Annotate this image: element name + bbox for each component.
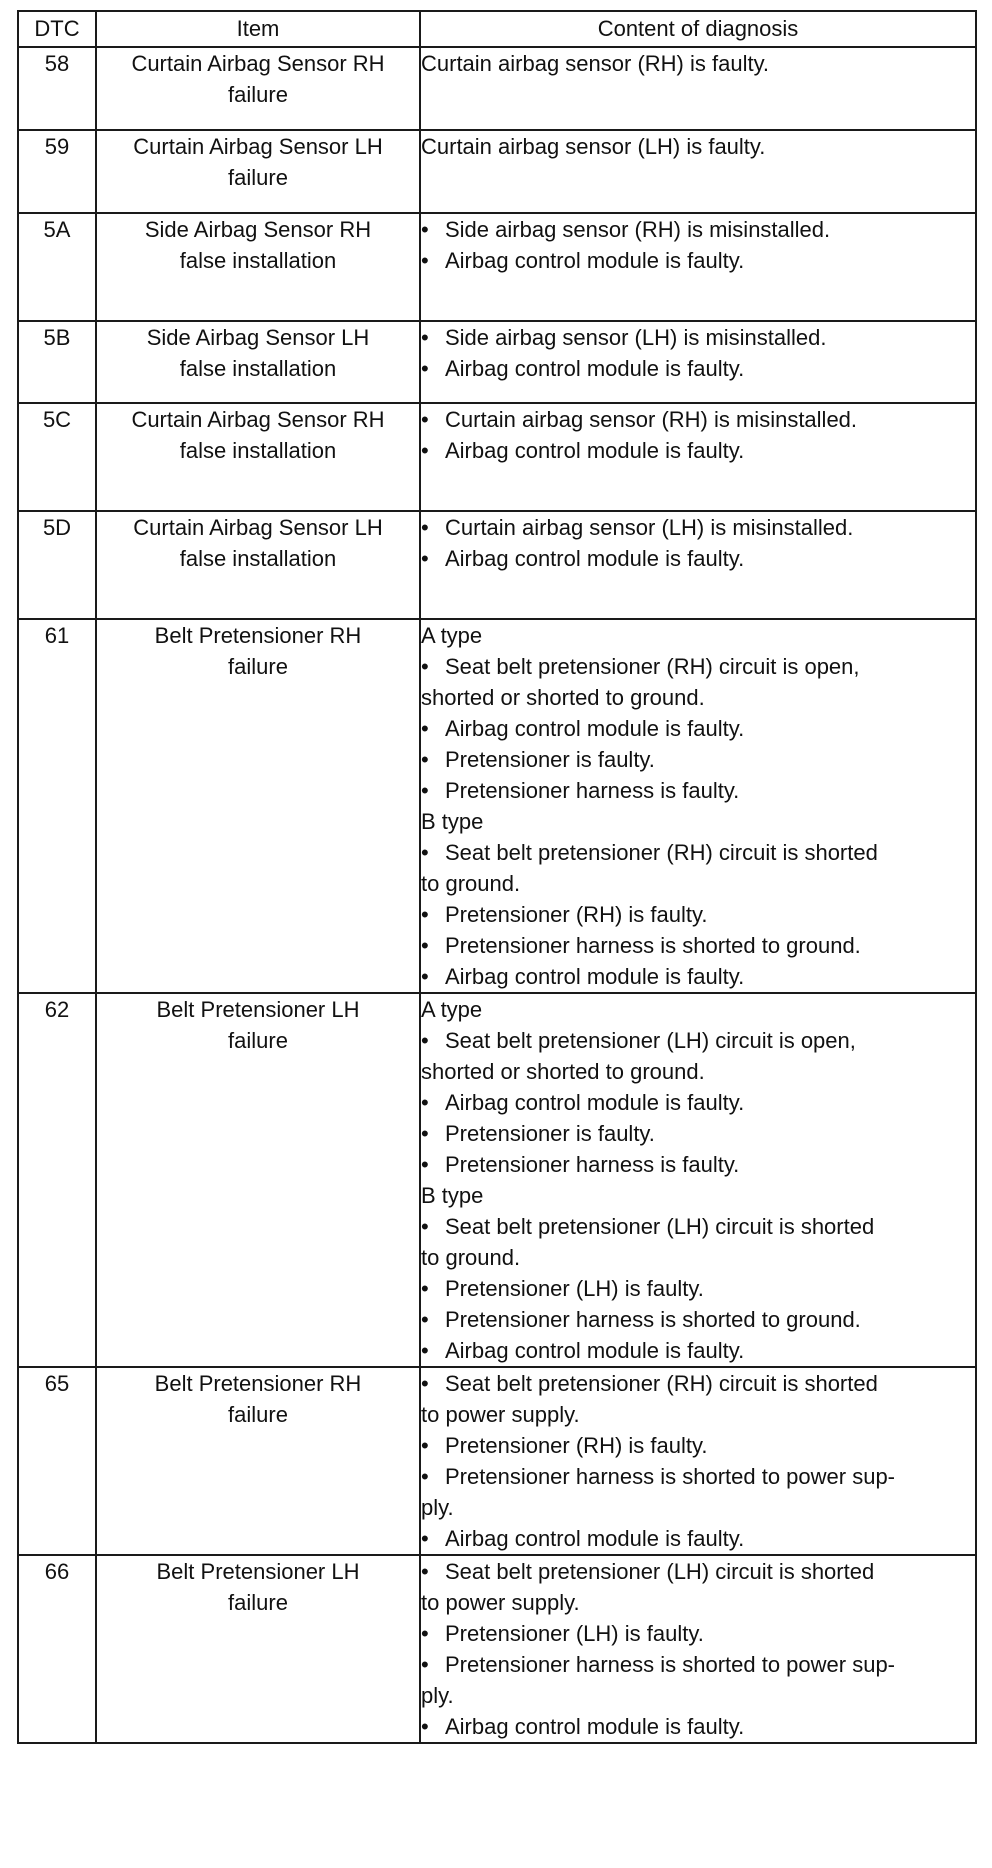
table-row bbox=[18, 511, 976, 619]
diagnosis-text: to power supply. bbox=[421, 1590, 580, 1615]
item-cell bbox=[96, 213, 420, 321]
item-line: Belt Pretensioner RH bbox=[154, 623, 362, 648]
bullet-icon: • bbox=[421, 1276, 429, 1301]
diagnosis-text: Airbag control module is faulty. bbox=[445, 248, 745, 273]
diagnosis-text: A type bbox=[421, 623, 483, 648]
bullet-icon: • bbox=[421, 515, 429, 540]
diagnosis-bullet-line bbox=[421, 1711, 975, 1742]
diagnosis-bullet-line bbox=[421, 1335, 975, 1366]
diagnosis-bullet-line bbox=[421, 1149, 975, 1180]
bullet-icon: • bbox=[421, 1152, 429, 1177]
diagnosis-text: Pretensioner harness is faulty. bbox=[445, 1152, 740, 1177]
diagnosis-line bbox=[421, 806, 975, 837]
bullet-icon: • bbox=[421, 1621, 429, 1646]
diagnosis-bullet-line bbox=[421, 1211, 975, 1242]
diagnosis-bullet-line bbox=[421, 961, 975, 992]
diagnosis-text: Curtain airbag sensor (LH) is faulty. bbox=[421, 134, 766, 159]
diagnosis-bullet-line bbox=[421, 837, 975, 868]
dtc-code: 5C bbox=[18, 403, 96, 511]
diagnosis-text: B type bbox=[421, 1183, 484, 1208]
item-cell bbox=[96, 321, 420, 403]
diagnosis-text: Pretensioner is faulty. bbox=[445, 747, 655, 772]
diagnosis-bullet-line bbox=[421, 1430, 975, 1461]
item-line: false installation bbox=[179, 546, 337, 571]
diagnosis-text: Curtain airbag sensor (LH) is misinstalled. bbox=[445, 515, 854, 540]
diagnosis-text: to ground. bbox=[421, 1245, 521, 1270]
bullet-icon: • bbox=[421, 1121, 429, 1146]
diagnosis-text: Airbag control module is faulty. bbox=[445, 356, 745, 381]
diagnosis-line bbox=[421, 868, 975, 899]
item-line: failure bbox=[228, 654, 288, 679]
diagnosis-text: to power supply. bbox=[421, 1402, 580, 1427]
diagnosis-cell bbox=[420, 1367, 976, 1555]
dtc-table bbox=[17, 10, 977, 1744]
diagnosis-bullet-line bbox=[421, 1649, 975, 1680]
item-cell bbox=[96, 403, 420, 511]
diagnosis-text: B type bbox=[421, 809, 484, 834]
dtc-code: 5B bbox=[18, 321, 96, 403]
diagnosis-bullet-line bbox=[421, 1087, 975, 1118]
diagnosis-text: Seat belt pretensioner (RH) circuit is shorted bbox=[445, 1371, 878, 1396]
bullet-icon: • bbox=[421, 747, 429, 772]
bullet-icon: • bbox=[421, 1371, 429, 1396]
diagnosis-line bbox=[421, 620, 975, 651]
diagnosis-cell bbox=[420, 619, 976, 993]
bullet-icon: • bbox=[421, 325, 429, 350]
bullet-icon: • bbox=[421, 964, 429, 989]
diagnosis-text: Seat belt pretensioner (RH) circuit is open, bbox=[445, 654, 860, 679]
diagnosis-cell bbox=[420, 130, 976, 213]
diagnosis-text: Curtain airbag sensor (RH) is misinstalled. bbox=[445, 407, 858, 432]
diagnosis-bullet-line bbox=[421, 651, 975, 682]
diagnosis-text: ply. bbox=[421, 1495, 454, 1520]
table-row bbox=[18, 619, 976, 993]
bullet-icon: • bbox=[421, 1464, 429, 1489]
diagnosis-text: Seat belt pretensioner (LH) circuit is open, bbox=[445, 1028, 856, 1053]
item-cell bbox=[96, 993, 420, 1367]
diagnosis-bullet-line bbox=[421, 512, 975, 543]
diagnosis-bullet-line bbox=[421, 1368, 975, 1399]
bullet-icon: • bbox=[421, 1526, 429, 1551]
diagnosis-bullet-line bbox=[421, 1461, 975, 1492]
bullet-icon: • bbox=[421, 248, 429, 273]
diagnosis-line bbox=[421, 1587, 975, 1618]
bullet-icon: • bbox=[421, 1652, 429, 1677]
table-body bbox=[18, 47, 976, 1743]
diagnosis-bullet-line bbox=[421, 1273, 975, 1304]
item-line: failure bbox=[228, 1590, 288, 1615]
diagnosis-text: Airbag control module is faulty. bbox=[445, 1714, 745, 1739]
item-line: false installation bbox=[179, 248, 337, 273]
diagnosis-text: Seat belt pretensioner (LH) circuit is shorted bbox=[445, 1559, 875, 1584]
diagnosis-line bbox=[421, 1242, 975, 1273]
diagnosis-text: shorted or shorted to ground. bbox=[421, 685, 705, 710]
item-cell bbox=[96, 619, 420, 993]
diagnosis-bullet-line bbox=[421, 713, 975, 744]
bullet-icon: • bbox=[421, 1090, 429, 1115]
bullet-icon: • bbox=[421, 654, 429, 679]
table-row bbox=[18, 130, 976, 213]
item-line: false installation bbox=[179, 356, 337, 381]
diagnosis-text: to ground. bbox=[421, 871, 521, 896]
diagnosis-text: Side airbag sensor (RH) is misinstalled. bbox=[445, 217, 831, 242]
dtc-code: 62 bbox=[18, 993, 96, 1367]
diagnosis-line bbox=[421, 1492, 975, 1523]
diagnosis-cell bbox=[420, 1555, 976, 1743]
diagnosis-text: Airbag control module is faulty. bbox=[445, 964, 745, 989]
table-row bbox=[18, 403, 976, 511]
diagnosis-line bbox=[421, 682, 975, 713]
header-item: Item bbox=[96, 11, 420, 47]
bullet-icon: • bbox=[421, 356, 429, 381]
table-row bbox=[18, 993, 976, 1367]
diagnosis-text: Airbag control module is faulty. bbox=[445, 438, 745, 463]
diagnosis-text: Pretensioner (LH) is faulty. bbox=[445, 1276, 704, 1301]
diagnosis-text: Pretensioner harness is faulty. bbox=[445, 778, 740, 803]
bullet-icon: • bbox=[421, 1714, 429, 1739]
diagnosis-bullet-line bbox=[421, 899, 975, 930]
diagnosis-text: Side airbag sensor (LH) is misinstalled. bbox=[445, 325, 827, 350]
item-line: Belt Pretensioner LH bbox=[156, 997, 360, 1022]
diagnosis-bullet-line bbox=[421, 1025, 975, 1056]
header-row bbox=[18, 11, 976, 47]
diagnosis-line bbox=[421, 1399, 975, 1430]
bullet-icon: • bbox=[421, 546, 429, 571]
item-line: failure bbox=[228, 165, 288, 190]
bullet-icon: • bbox=[421, 902, 429, 927]
item-line: Curtain Airbag Sensor LH bbox=[133, 515, 383, 540]
diagnosis-cell bbox=[420, 321, 976, 403]
diagnosis-bullet-line bbox=[421, 214, 975, 245]
diagnosis-text: Curtain airbag sensor (RH) is faulty. bbox=[421, 51, 770, 76]
diagnosis-text: Airbag control module is faulty. bbox=[445, 716, 745, 741]
diagnosis-text: Airbag control module is faulty. bbox=[445, 546, 745, 571]
bullet-icon: • bbox=[421, 1307, 429, 1332]
diagnosis-bullet-line bbox=[421, 744, 975, 775]
item-cell bbox=[96, 1367, 420, 1555]
bullet-icon: • bbox=[421, 1338, 429, 1363]
diagnosis-bullet-line bbox=[421, 1618, 975, 1649]
dtc-code: 66 bbox=[18, 1555, 96, 1743]
diagnosis-line bbox=[421, 1680, 975, 1711]
item-line: failure bbox=[228, 82, 288, 107]
diagnosis-bullet-line bbox=[421, 543, 975, 574]
table-row bbox=[18, 213, 976, 321]
header-dtc: DTC bbox=[18, 11, 96, 47]
diagnosis-cell bbox=[420, 47, 976, 130]
bullet-icon: • bbox=[421, 1214, 429, 1239]
dtc-code: 59 bbox=[18, 130, 96, 213]
diagnosis-text: Pretensioner is faulty. bbox=[445, 1121, 655, 1146]
table-row bbox=[18, 1367, 976, 1555]
bullet-icon: • bbox=[421, 840, 429, 865]
dtc-code: 58 bbox=[18, 47, 96, 130]
bullet-icon: • bbox=[421, 716, 429, 741]
diagnosis-cell bbox=[420, 511, 976, 619]
item-cell bbox=[96, 130, 420, 213]
item-line: failure bbox=[228, 1402, 288, 1427]
diagnosis-bullet-line bbox=[421, 245, 975, 276]
bullet-icon: • bbox=[421, 407, 429, 432]
diagnosis-text: Seat belt pretensioner (RH) circuit is shorted bbox=[445, 840, 878, 865]
dtc-code: 65 bbox=[18, 1367, 96, 1555]
item-line: Curtain Airbag Sensor LH bbox=[133, 134, 383, 159]
item-cell bbox=[96, 1555, 420, 1743]
diagnosis-text: Airbag control module is faulty. bbox=[445, 1090, 745, 1115]
diagnosis-text: A type bbox=[421, 997, 483, 1022]
dtc-code: 61 bbox=[18, 619, 96, 993]
diagnosis-text: shorted or shorted to ground. bbox=[421, 1059, 705, 1084]
item-line: false installation bbox=[179, 438, 337, 463]
diagnosis-bullet-line bbox=[421, 1556, 975, 1587]
diagnosis-text: Airbag control module is faulty. bbox=[445, 1526, 745, 1551]
diagnosis-bullet-line bbox=[421, 1304, 975, 1335]
diagnosis-bullet-line bbox=[421, 775, 975, 806]
bullet-icon: • bbox=[421, 438, 429, 463]
item-line: Belt Pretensioner RH bbox=[154, 1371, 362, 1396]
diagnosis-text: Airbag control module is faulty. bbox=[445, 1338, 745, 1363]
bullet-icon: • bbox=[421, 1559, 429, 1584]
diagnosis-bullet-line bbox=[421, 1118, 975, 1149]
item-line: Side Airbag Sensor RH bbox=[144, 217, 372, 242]
bullet-icon: • bbox=[421, 778, 429, 803]
dtc-code: 5A bbox=[18, 213, 96, 321]
diagnosis-text: Pretensioner (RH) is faulty. bbox=[445, 902, 708, 927]
table-row bbox=[18, 321, 976, 403]
diagnosis-line bbox=[421, 994, 975, 1025]
diagnosis-bullet-line bbox=[421, 1523, 975, 1554]
item-cell bbox=[96, 511, 420, 619]
diagnosis-cell bbox=[420, 993, 976, 1367]
bullet-icon: • bbox=[421, 1433, 429, 1458]
table-row bbox=[18, 1555, 976, 1743]
diagnosis-cell bbox=[420, 213, 976, 321]
header-content: Content of diagnosis bbox=[420, 11, 976, 47]
diagnosis-text: Pretensioner harness is shorted to ground. bbox=[445, 1307, 861, 1332]
diagnosis-line bbox=[421, 131, 975, 162]
diagnosis-text: Pretensioner harness is shorted to power sup- bbox=[445, 1464, 896, 1489]
dtc-code: 5D bbox=[18, 511, 96, 619]
item-cell bbox=[96, 47, 420, 130]
diagnosis-line bbox=[421, 1180, 975, 1211]
table-row bbox=[18, 47, 976, 130]
diagnosis-bullet-line bbox=[421, 435, 975, 466]
bullet-icon: • bbox=[421, 933, 429, 958]
diagnosis-bullet-line bbox=[421, 322, 975, 353]
item-line: failure bbox=[228, 1028, 288, 1053]
diagnosis-text: ply. bbox=[421, 1683, 454, 1708]
diagnosis-text: Pretensioner (RH) is faulty. bbox=[445, 1433, 708, 1458]
bullet-icon: • bbox=[421, 1028, 429, 1053]
diagnosis-line bbox=[421, 1056, 975, 1087]
diagnosis-bullet-line bbox=[421, 353, 975, 384]
diagnosis-text: Pretensioner (LH) is faulty. bbox=[445, 1621, 704, 1646]
item-line: Curtain Airbag Sensor RH bbox=[131, 407, 385, 432]
diagnosis-text: Pretensioner harness is shorted to ground. bbox=[445, 933, 861, 958]
diagnosis-cell bbox=[420, 403, 976, 511]
item-line: Curtain Airbag Sensor RH bbox=[131, 51, 385, 76]
diagnosis-text: Seat belt pretensioner (LH) circuit is shorted bbox=[445, 1214, 875, 1239]
diagnosis-bullet-line bbox=[421, 404, 975, 435]
diagnosis-text: Pretensioner harness is shorted to power sup- bbox=[445, 1652, 896, 1677]
diagnosis-bullet-line bbox=[421, 930, 975, 961]
bullet-icon: • bbox=[421, 217, 429, 242]
item-line: Belt Pretensioner LH bbox=[156, 1559, 360, 1584]
diagnosis-line bbox=[421, 48, 975, 79]
item-line: Side Airbag Sensor LH bbox=[146, 325, 370, 350]
